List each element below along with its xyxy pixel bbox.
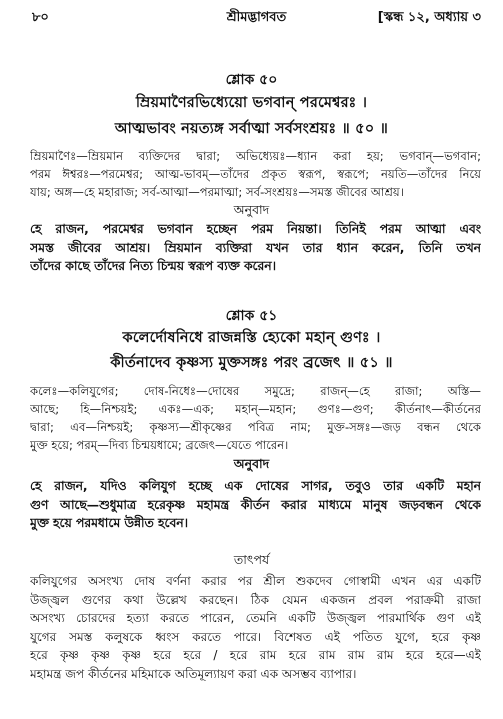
translation-line: হে রাজন, যদিও কলিযুগ হচ্ছে এক দোষের সাগর, তবুও তার একটি মহান (30, 479, 481, 493)
sloka-51-synonyms (30, 382, 481, 454)
sloka-51-purport-label: তাৎপর্য (233, 552, 270, 567)
sloka-50-heading: শ্লোক ৫০ (225, 72, 278, 88)
sloka-51-translation (30, 477, 481, 533)
translation-line: সমস্ত জীবের আশ্রয়। ম্রিয়মান ব্যক্তিরা যখন তার ধ্যান করেন, তিনি তখন (30, 240, 481, 255)
sloka-51-translation-label: অনুবাদ (233, 456, 270, 471)
sloka-50-verse-line-2: আত্মভাবং নয়ত্যঙ্গ সর্বাত্মা সর্বসংশ্রয়ঃ ॥ ৫০ ॥ (114, 121, 389, 137)
running-header (32, 8, 481, 28)
sloka-50-translation-label: অনুবাদ (233, 202, 270, 217)
sloka-51-verse-line-1: কলেৰ্দোষনিধে রাজন্নস্তি হ্যেকো মহান্ গুণঃ । (122, 330, 381, 346)
sloka-51-heading: শ্লোক ৫১ (225, 308, 278, 324)
translation-line: গুণ আছে—শুধুমাত্র হরেকৃষ্ণ মহামন্ত্র কীর্তন করার মাধ্যমে মানুষ জড়বন্ধন থেকে (30, 497, 481, 512)
sloka-50-translation (30, 220, 481, 276)
purport-line: হরে কৃষ্ণ কৃষ্ণ কৃষ্ণ হরে হরে / হরে রাম হরে রাম রাম রাম হরে হরে—এই (30, 648, 481, 662)
purport-line: অসংখ্য চোরদের হত্যা করতে পারেন, তেমনি একটি উজ্জ্বল পারমার্থিক গুণ এই (30, 611, 481, 625)
translation-line: মুক্ত হয়ে পরমধামে উন্নীত হবেন। (30, 516, 189, 530)
sloka-51-verse-line-2: কীর্তনাদেব কৃষ্ণস্য মুক্তসঙ্গঃ পরং ব্রজেৎ ॥ ৫১ ॥ (110, 355, 393, 371)
book-title: শ্রীমদ্ভাগবত (226, 10, 287, 25)
sloka-50-verse-line-1: ম্রিয়মাণৈরভিধ্যেয়ো ভগবান্ পরমেশ্বরঃ । (135, 95, 368, 111)
purport-line: যুগের সমস্ত কলুষকে ধ্বংস করতে পারে। বিশেষত এই পতিত যুগে, হরে কৃষ্ণ (30, 629, 481, 644)
purport-line: কলিযুগের অসংখ্য দোষ বর্ণনা করার পর শ্রীল শুকদেব গোস্বামী এখন এর একটি (30, 574, 481, 588)
purport-line: মহামন্ত্র জপ কীর্তনের মহিমাকে অতিমূল্যায়ণ করা এক অসম্ভব ব্যাপার। (30, 666, 357, 681)
translation-line: হে রাজন, পরমেশ্বর ভগবান হচ্ছেন পরম নিয়ন্তা। তিনিই পরম আত্মা এবং (30, 222, 481, 236)
chapter-info: [স্কন্ধ ১২, অধ্যায় ৩ (377, 10, 481, 25)
sloka-51-purport (30, 572, 481, 683)
synonym-line: দ্বারা; এব—নিশ্চয়ই; কৃষ্ণস্য—শ্রীকৃষ্ণের পবিত্র নাম; মুক্ত-সঙ্গঃ—জড় বন্ধন থেকে (30, 420, 481, 434)
sloka-50-synonyms (30, 147, 481, 201)
purport-line: উজ্জ্বল গুণের কথা উল্লেখ করছেন। ঠিক যেমন একজন প্রবল পরাক্রমী রাজা (30, 592, 481, 607)
synonym-line: ম্রিয়মাণৈঃ—ম্রিয়মান ব্যক্তিদের দ্বারা; অভিধ্যেয়ঃ—ধ্যান করা হয়; ভগবান্—ভগবান; (30, 149, 481, 163)
synonym-line: যায়; অঙ্গ—হে মহারাজ; সর্ব-আত্মা—পরমাত্মা; সর্ব-সংশ্রয়ঃ—সমস্ত জীবের আশ্রয়। (30, 185, 404, 199)
translation-line: তাঁদের কাছে তাঁদের নিত্য চিন্ময় স্বরূপ ব্যক্ত করেন। (30, 259, 276, 273)
synonym-line: আছে; হি—নিশ্চয়ই; একঃ—এক; মহান্—মহান; গুণঃ—গুণ; কীর্তনাৎ—কীর্তনের (30, 402, 481, 416)
synonym-line: মুক্ত হয়ে; পরম্—দিব্য চিন্ময়ধামে; ব্রজেৎ—যেতে পারেন। (30, 438, 289, 452)
page-number: ৮০ (32, 10, 49, 25)
synonym-line: পরম ঈশ্বরঃ—পরমেশ্বর; আত্ম-ভাবম্—তাঁদের প্রকৃত স্বরূপ, স্বরূপে; নয়তি—তাঁদের নিয়ে (30, 167, 481, 181)
synonym-line: কলেঃ—কলিযুগের; দোষ-নিধেঃ—দোষের সমুদ্রে; রাজন্—হে রাজা; অস্তি— (30, 384, 481, 398)
